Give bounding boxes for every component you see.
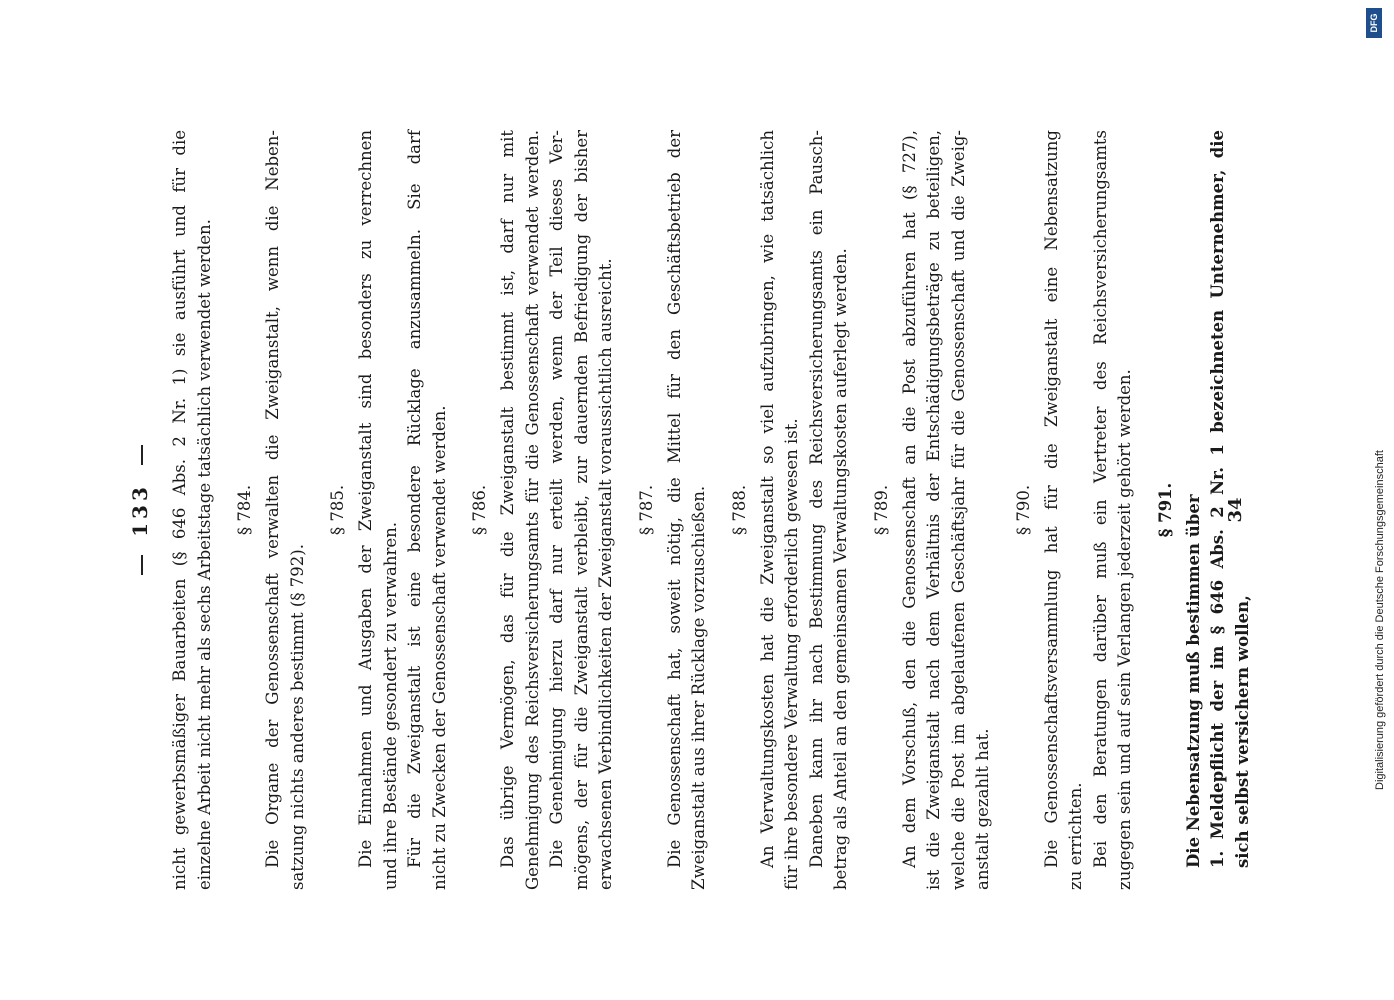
text-line: An dem Vorschuß, den die Genossenschaft an die Post abzuführen hat (§ 727), (899, 130, 919, 868)
text-line: nicht zu Zwecken der Genossenschaft verwendet werden. (429, 405, 449, 890)
text-line: zugegen sein und auf sein Verlangen jederzeit gehört werden. (1115, 369, 1134, 890)
text-line: Das übrige Vermögen, das für die Zweiganstalt bestimmt ist, darf nur mit (498, 130, 517, 868)
header-dash-right (141, 445, 143, 465)
text-line: mögens, der für die Zweiganstalt verbleibt, zur dauernden Befriedigung der bisher (571, 130, 591, 890)
funding-note-text: Digitalisierung gefördert durch die Deutsche Forschungsgemeinschaft (1374, 450, 1386, 790)
text-line: Die Organe der Genossenschaft verwalten die Zweiganstalt, wenn die Neben- (263, 130, 282, 868)
text-line: nicht gewerbsmäßiger Bauarbeiten (§ 646 Abs. 2 Nr. 1) sie ausführt und für die (170, 130, 189, 890)
text-line: anstalt gezahlt hat. (973, 728, 992, 890)
text-line: erwachsenen Verbindlichkeiten der Zweiganstalt voraussichtlich ausreicht. (596, 258, 615, 890)
rotated-page (128, 130, 1252, 890)
text-line: sich selbst versichern wollen, (1232, 595, 1252, 868)
text-line: Die Genehmigung hierzu darf nur erteilt werden, wenn der Teil dieses Ver- (547, 130, 566, 868)
header-dash-left (141, 555, 143, 575)
dfg-logo-text: DFG (1369, 13, 1379, 33)
page-number: 133 (128, 483, 152, 537)
page-header (128, 130, 152, 890)
text-line: einzelne Arbeit nicht mehr als sechs Arbeitstage tatsächlich verwendet werden. (194, 219, 214, 890)
section-heading: § 786. (470, 484, 489, 536)
section-heading: § 784. (235, 484, 254, 536)
text-line: welche die Post im abgelaufenen Geschäftsjahr für die Genossenschaft und die Zweig- (948, 130, 968, 890)
page-body (128, 130, 1252, 890)
text-line: Daneben kann ihr nach Bestimmung des Reichsversicherungsamts ein Pausch- (806, 130, 826, 868)
text-line: für ihre besondere Verwaltung erforderlich gewesen ist. (782, 418, 801, 890)
text-line: satzung nichts anderes bestimmt (§ 792). (287, 544, 307, 890)
text-line: betrag als Anteil an den gemeinsamen Verwaltungskosten auferlegt werden. (831, 248, 850, 890)
text-line: Die Einnahmen und Ausgaben der Zweiganstalt sind besonders zu verrechnen (356, 130, 375, 868)
funding-note (1366, 390, 1394, 790)
section-heading: § 789. (871, 484, 891, 536)
text-line: Zweiganstalt aus ihrer Rücklage vorzuschießen. (689, 485, 708, 890)
text-line: ist die Zweiganstalt nach dem Verhältnis der Entschädigungsbeträge zu beteiligen, (924, 130, 943, 890)
section-heading: § 791. (1155, 482, 1175, 538)
text-line: und ihre Bestände gesondert zu verwahren. (380, 522, 400, 890)
section-heading: § 787. (636, 484, 656, 536)
text-line: Die Genossenschaft hat, soweit nötig, die Mittel für den Geschäftsbetrieb der (664, 130, 684, 868)
text-line: Bei den Beratungen darüber muß ein Vertreter des Reichsversicherungsamts (1090, 130, 1110, 868)
text-line: zu errichten. (1066, 782, 1085, 890)
dfg-logo (1366, 8, 1382, 38)
text-line: 1. Meldepflicht der im § 646 Abs. 2 Nr. 1 bezeichneten Unternehmer, die (1208, 130, 1227, 868)
text-line: Genehmigung des Reichsversicherungsamts für die Genossenschaft verwendet werden. (522, 130, 542, 890)
section-heading: § 788. (729, 484, 749, 536)
section-heading: § 790. (1013, 484, 1033, 536)
signature-mark: 34 (1225, 497, 1246, 523)
text-line: Die Genossenschaftsversammlung hat für die Zweiganstalt eine Nebensatzung (1041, 130, 1061, 868)
text-line: An Verwaltungskosten hat die Zweiganstalt so viel aufzubringen, wie tatsächlich (757, 130, 777, 868)
text-line: Die Nebensatzung muß bestimmen über (1183, 494, 1203, 868)
section-heading: § 785. (328, 484, 347, 536)
text-line: Für die Zweiganstalt ist eine besondere Rücklage anzusammeln. Sie darf (405, 130, 424, 868)
